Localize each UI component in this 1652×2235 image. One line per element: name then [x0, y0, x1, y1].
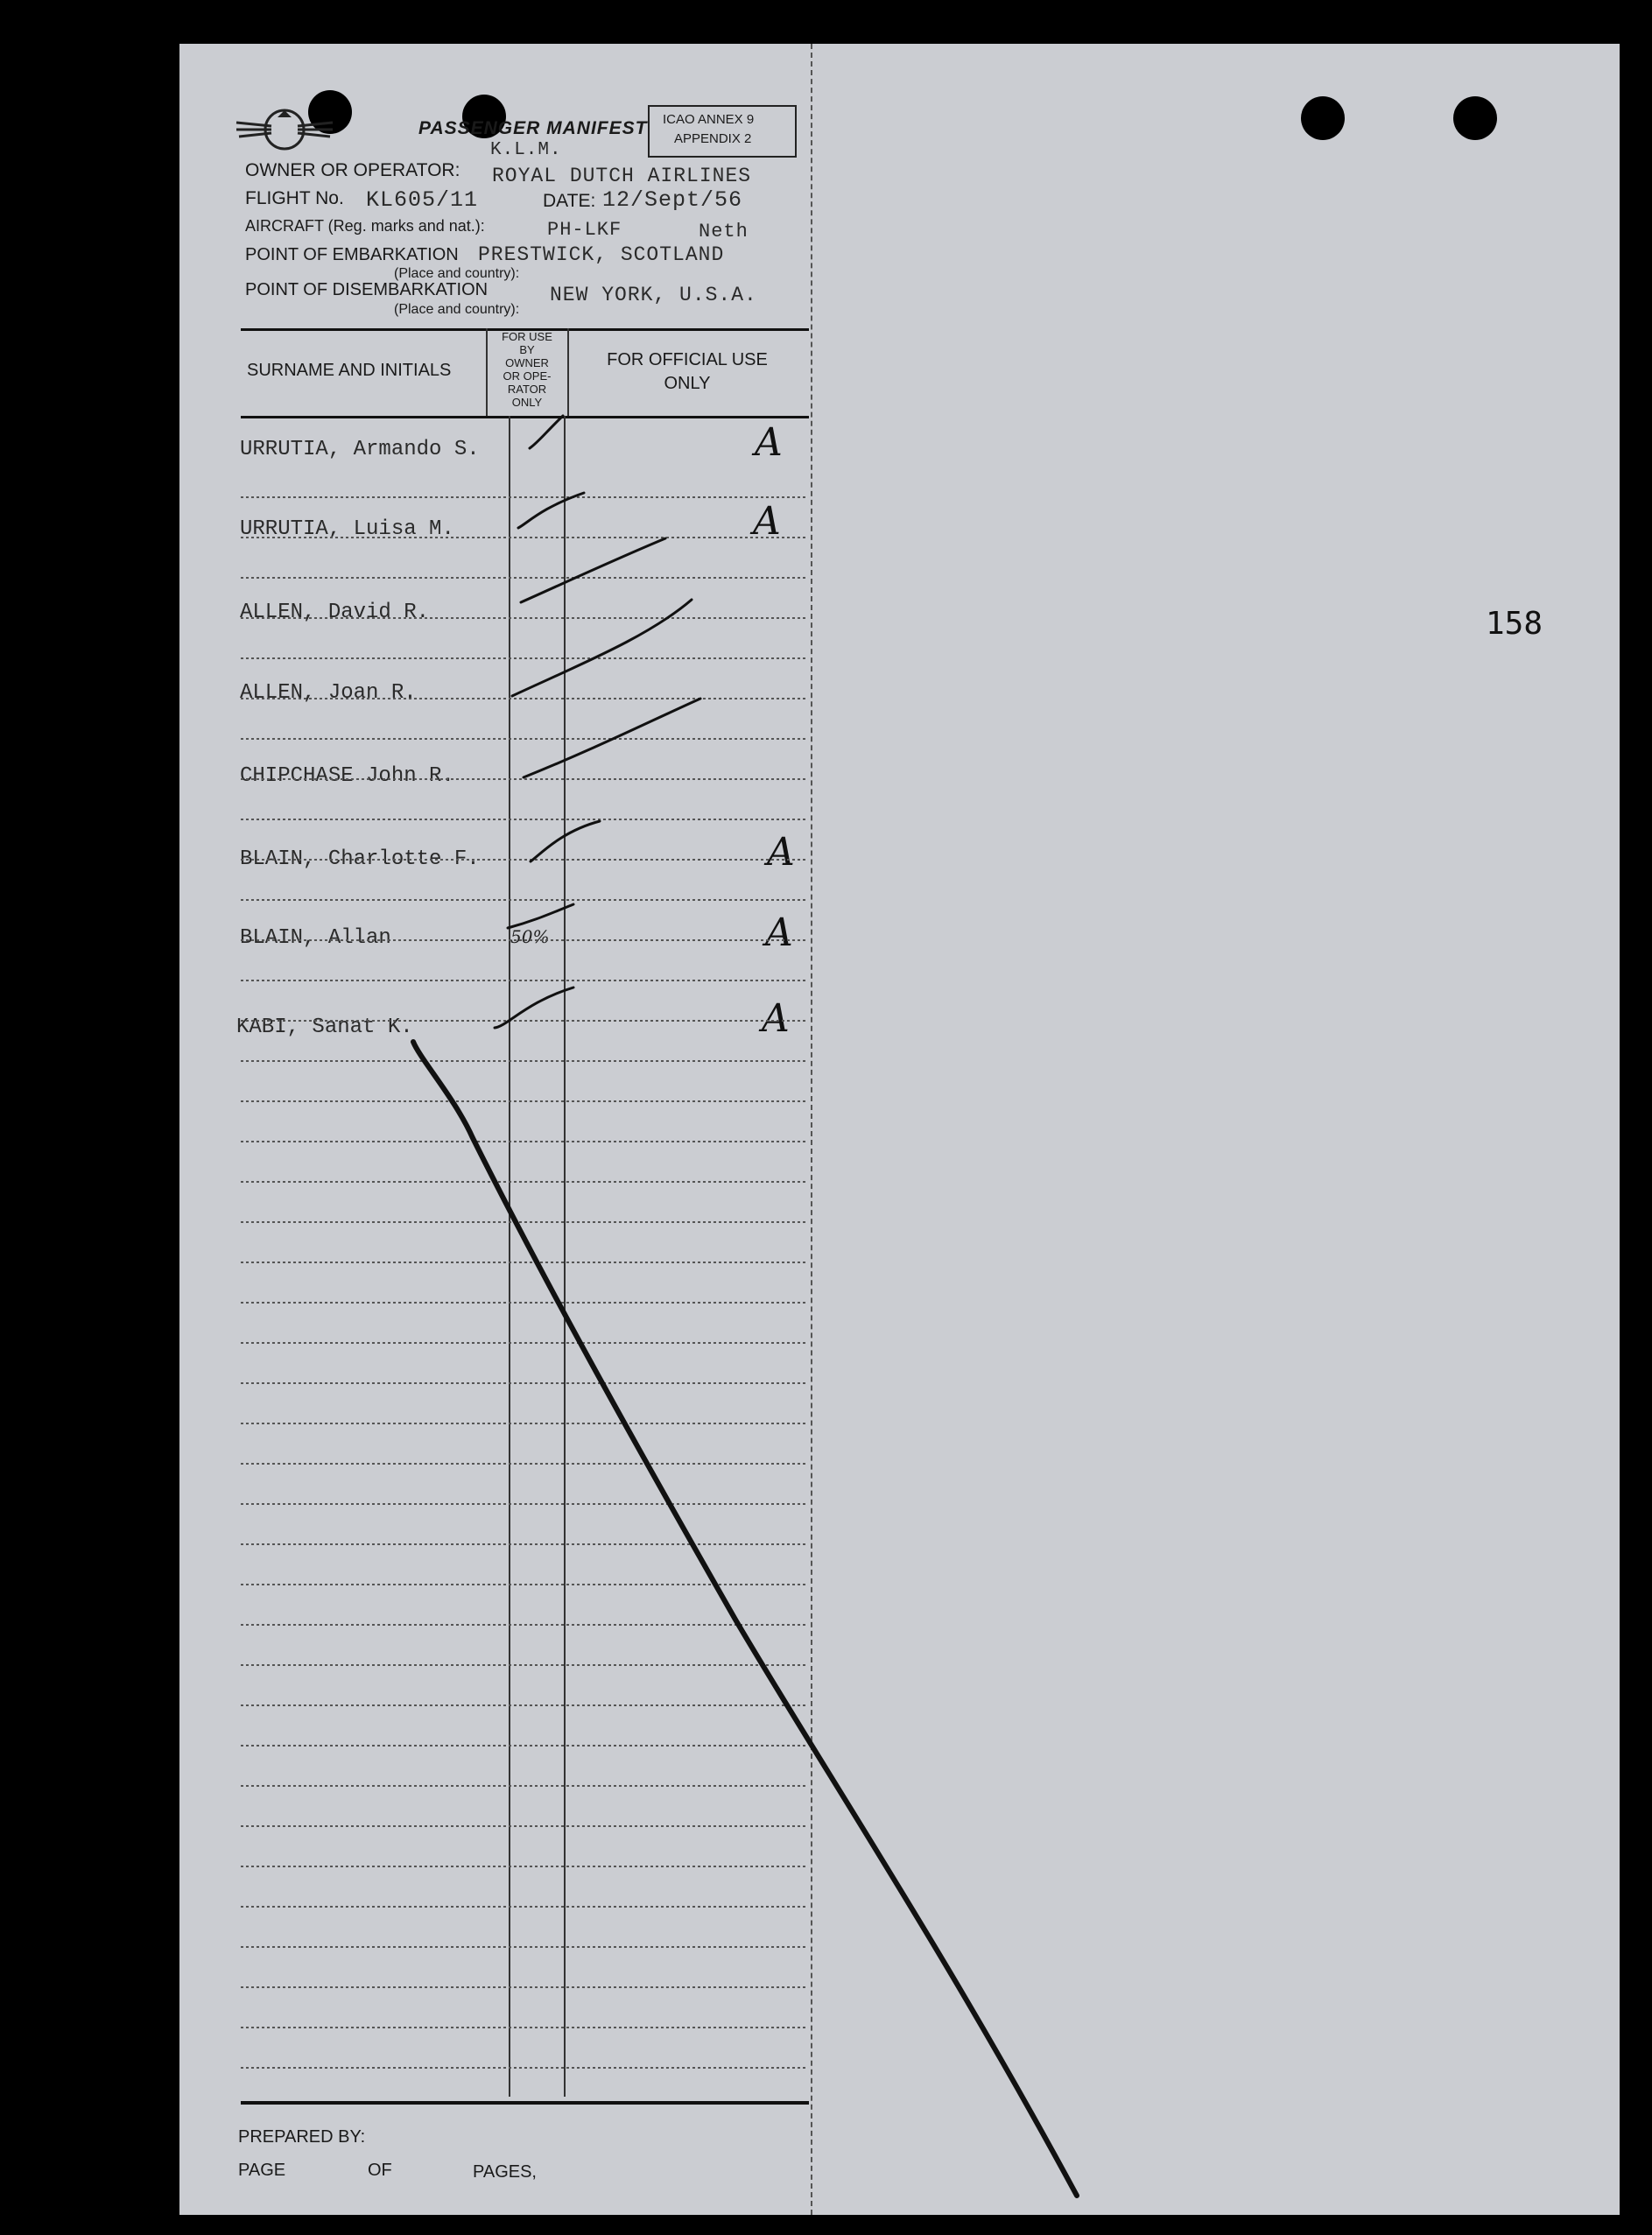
- official-mark: A: [765, 910, 793, 955]
- page-label: PAGE: [238, 2161, 286, 2180]
- owner-use-line: OR OPE-: [503, 369, 552, 383]
- aircraft-value: PH-LKF: [547, 219, 622, 241]
- form-title: PASSENGER MANIFEST: [418, 118, 648, 138]
- check-mark: [531, 821, 600, 861]
- void-line: [413, 1042, 1077, 2196]
- embarkation-sub: (Place and country):: [394, 266, 520, 281]
- owner-use-line: FOR USE: [502, 330, 552, 343]
- flight-label: FLIGHT No.: [245, 188, 344, 208]
- owner-use-line: BY: [519, 343, 535, 356]
- page-number: 158: [1486, 606, 1543, 642]
- check-mark: [508, 904, 573, 928]
- aircraft-label: AIRCRAFT (Reg. marks and nat.):: [245, 217, 485, 235]
- date-label: DATE:: [543, 191, 596, 211]
- owner-value: ROYAL DUTCH AIRLINES: [492, 165, 752, 187]
- owner-use-line: OWNER: [505, 356, 549, 369]
- passenger-name: ALLEN, David R.: [240, 601, 430, 624]
- official-mark: A: [755, 420, 783, 465]
- date-value: 12/Sept/56: [602, 187, 743, 213]
- passenger-name: URRUTIA, Armando S.: [240, 438, 480, 461]
- check-mark: [530, 416, 563, 448]
- annex-line-2: APPENDIX 2: [674, 131, 752, 146]
- passenger-name: BLAIN, Charlotte F.: [240, 847, 480, 871]
- passenger-name: KABI, Sanat K.: [236, 1016, 413, 1039]
- passenger-name: URRUTIA, Luisa M.: [240, 517, 454, 541]
- official-use-line: FOR OFFICIAL USE: [607, 350, 768, 369]
- official-use-line: ONLY: [664, 374, 711, 393]
- flight-value: KL605/11: [366, 187, 479, 213]
- official-mark: A: [753, 499, 781, 544]
- footer-rule: [241, 2101, 809, 2105]
- passenger-name: ALLEN, Joan R.: [240, 681, 417, 705]
- column-header-surname: SURNAME AND INITIALS: [247, 361, 452, 380]
- official-mark: A: [767, 830, 795, 875]
- fare-note: 50%: [510, 926, 550, 947]
- pages-label: PAGES,: [473, 2162, 537, 2182]
- airline-code: K.L.M.: [490, 140, 562, 160]
- annex-line-1: ICAO ANNEX 9: [663, 112, 755, 127]
- owner-use-line: RATOR: [507, 383, 547, 396]
- of-label: OF: [368, 2161, 392, 2180]
- passenger-name: BLAIN, Allan: [240, 926, 391, 950]
- disembarkation-value: NEW YORK, U.S.A.: [550, 284, 757, 306]
- check-mark: [512, 600, 692, 696]
- owner-label: OWNER OR OPERATOR:: [245, 160, 460, 180]
- embarkation-label: POINT OF EMBARKATION: [245, 245, 459, 264]
- prepared-by-label: PREPARED BY:: [238, 2127, 366, 2147]
- check-mark: [495, 987, 573, 1028]
- passenger-name: CHIPCHASE John R.: [240, 764, 454, 788]
- embarkation-value: PRESTWICK, SCOTLAND: [478, 243, 725, 266]
- disembarkation-sub: (Place and country):: [394, 302, 520, 317]
- check-mark: [521, 538, 665, 602]
- disembarkation-label: POINT OF DISEMBARKATION: [245, 280, 489, 299]
- owner-use-line: ONLY: [511, 396, 543, 409]
- official-mark: A: [762, 996, 790, 1041]
- aircraft-nationality: Neth: [699, 221, 749, 242]
